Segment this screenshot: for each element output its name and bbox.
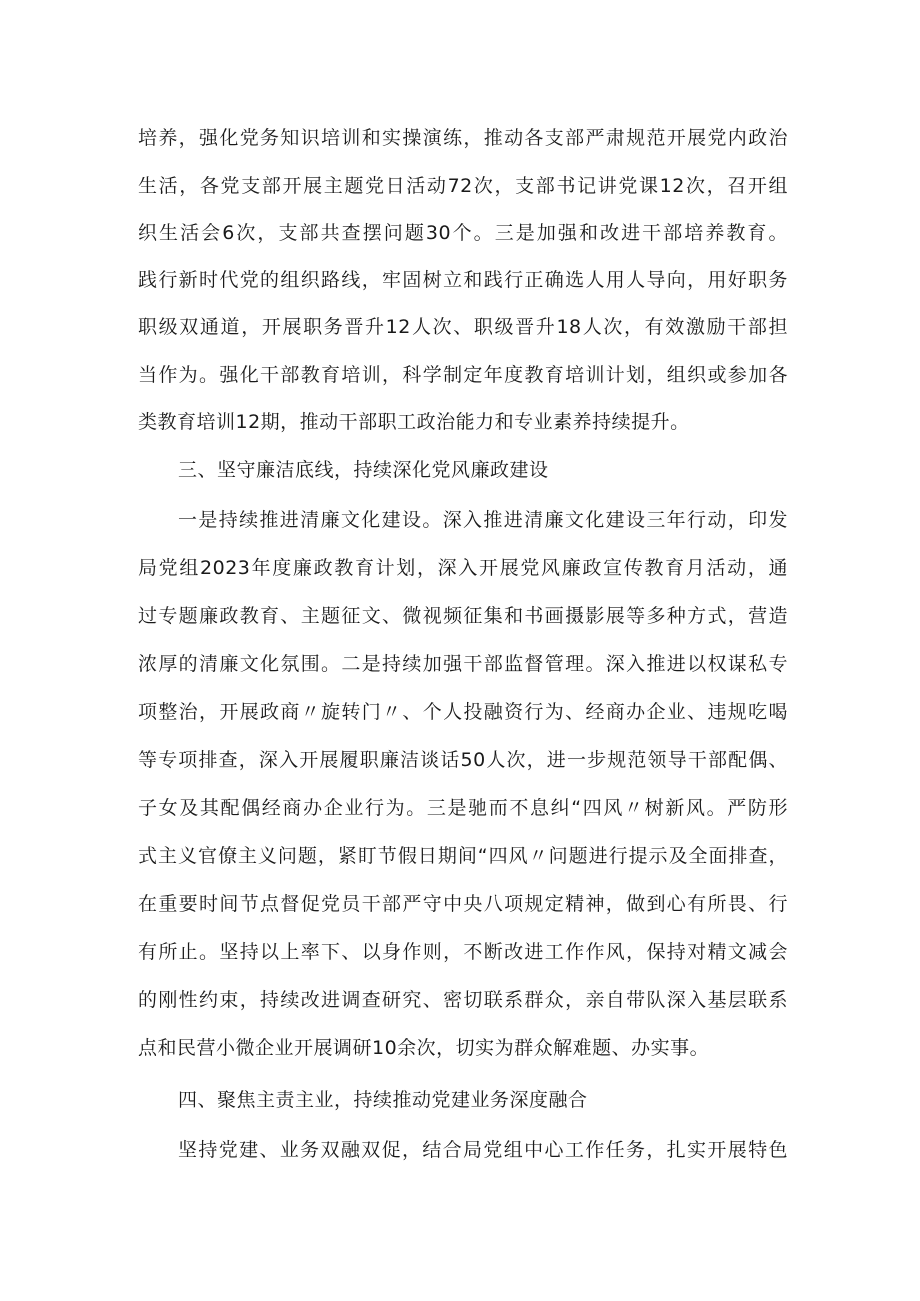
paragraph-line: 等专项排查，深入开展履职廉洁谈话50人次，进一步规范领导干部配偶、 (138, 749, 788, 771)
section-heading: 四、聚焦主责主业，持续推动党建业务深度融合 (178, 1089, 588, 1111)
paragraph-line: 类教育培训12期，推动干部职工政治能力和专业素养持续提升。 (138, 411, 690, 433)
paragraph-line: 践行新时代党的组织路线，牢固树立和践行正确选人用人导向，用好职务 (138, 269, 788, 291)
paragraph-line: 浓厚的清廉文化氛围。二是持续加强干部监督管理。深入推进以权谋私专 (138, 653, 788, 675)
section-heading: 三、坚守廉洁底线，持续深化党风廉政建设 (178, 459, 549, 481)
paragraph-line: 局党组2023年度廉政教育计划，深入开展党风廉政宣传教育月活动，通 (138, 557, 788, 579)
paragraph-line: 职级双通道，开展职务晋升12人次、职级晋升18人次，有效激励干部担 (138, 316, 788, 338)
paragraph-line: 培养，强化党务知识培训和实操演练，推动各支部严肃规范开展党内政治 (138, 127, 788, 149)
paragraph-line: 的刚性约束，持续改进调查研究、密切联系群众，亲自带队深入基层联系 (138, 989, 788, 1011)
paragraph-line: 点和民营小微企业开展调研10余次，切实为群众解难题、办实事。 (138, 1037, 710, 1059)
paragraph-line: 子女及其配偶经商办企业行为。三是驰而不息纠“四风〃树新风。严防形 (138, 797, 788, 819)
paragraph-line: 当作为。强化干部教育培训，科学制定年度教育培训计划，组织或参加各 (138, 364, 788, 386)
paragraph-line: 式主义官僚主义问题，紧盯节假日期间“四风〃问题进行提示及全面排查， (138, 845, 788, 867)
paragraph-line: 在重要时间节点督促党员干部严守中央八项规定精神，做到心有所畏、行 (138, 893, 788, 915)
paragraph-line: 织生活会6次，支部共查摆问题30个。三是加强和改进干部培养教育。 (138, 222, 788, 244)
paragraph-line: 一是持续推进清廉文化建设。深入推进清廉文化建设三年行动，印发 (178, 509, 788, 531)
paragraph-line: 项整治，开展政商〃旋转门〃、个人投融资行为、经商办企业、违规吃喝 (138, 701, 788, 723)
paragraph-line: 生活，各党支部开展主题党日活动72次，支部书记讲党课12次，召开组 (138, 175, 788, 197)
paragraph-line: 有所止。坚持以上率下、以身作则，不断改进工作作风，保持对精文减会 (138, 941, 788, 963)
paragraph-line: 坚持党建、业务双融双促，结合局党组中心工作任务，扎实开展特色 (178, 1139, 788, 1161)
paragraph-line: 过专题廉政教育、主题征文、微视频征集和书画摄影展等多种方式，营造 (138, 605, 788, 627)
